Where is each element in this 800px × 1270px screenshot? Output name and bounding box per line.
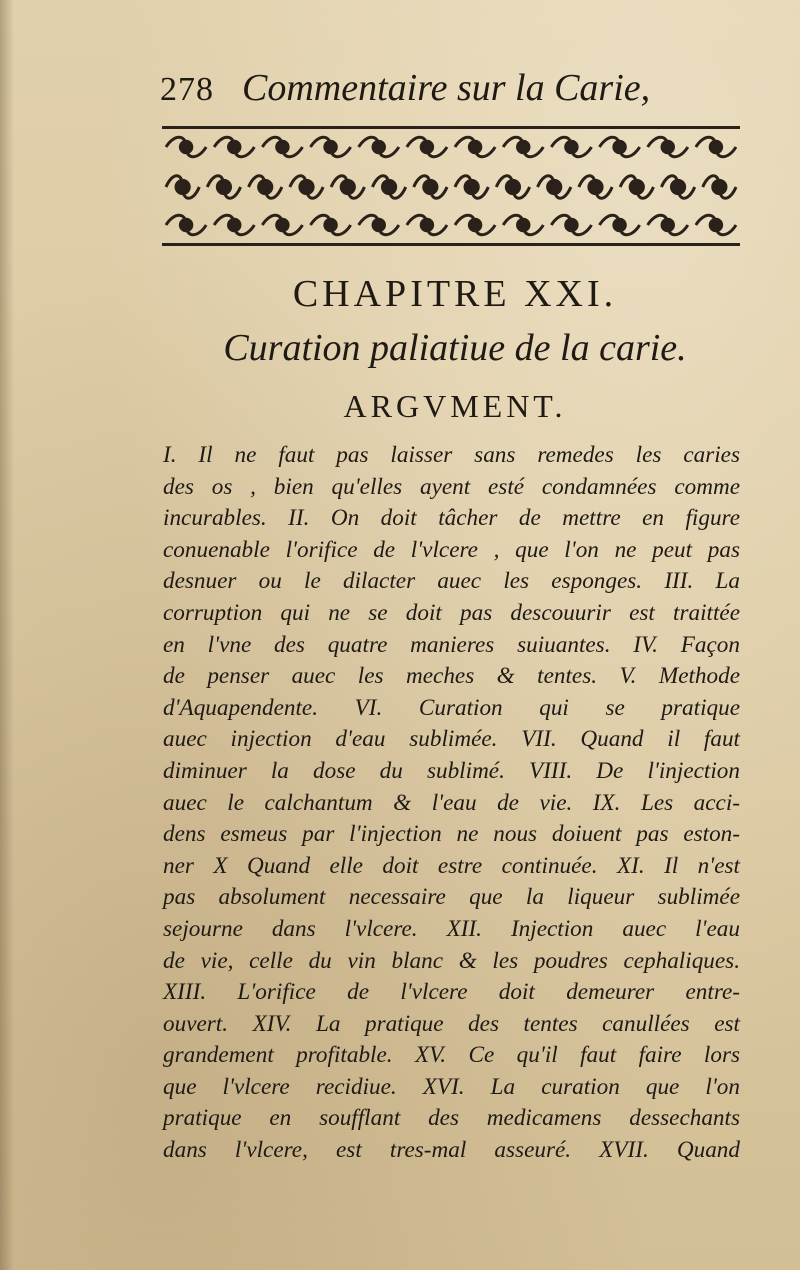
text-line: de penser auec les meches & tentes. V. Methode — [163, 663, 740, 690]
text-line: diminuer la dose du sublimé. VIII. De l'injection — [163, 757, 740, 784]
text-line: d'Aquapendente. VI. Curation qui se pratique — [163, 694, 740, 721]
text-line: desnuer ou le dilacter auec les esponges. III. La — [163, 568, 740, 595]
running-title: Commentaire sur la Carie, — [242, 67, 651, 109]
text-line: sejourne dans l'vlcere. XII. Injection auec l'eau — [163, 915, 740, 942]
text-line: grandement profitable. XV. Ce qu'il faut faire lors — [163, 1042, 740, 1069]
text-line: ouvert. XIV. La pratique des tentes canullées est — [163, 1010, 740, 1037]
text-line: auec le calchantum & l'eau de vie. IX. Les acci- — [163, 789, 740, 816]
text-line: des os , bien qu'elles ayent esté condamnées comme — [163, 473, 740, 500]
argument-label: ARGVMENT. — [343, 388, 567, 424]
text-line: dans l'vlcere, est tres-mal asseuré. XVII. Quand — [163, 1137, 740, 1164]
argument-text — [163, 440, 740, 1167]
running-head — [160, 66, 750, 116]
text-line: XIII. L'orifice de l'vlcere doit demeurer entre- — [163, 979, 740, 1006]
chapter-heading: CHAPITRE XXI. — [292, 273, 618, 315]
printers-ornament-band — [162, 122, 740, 250]
text-line: que l'vlcere recidiue. XVI. La curation que l'on — [163, 1073, 740, 1100]
chapter-subtitle: Curation paliatiue de la carie. — [223, 327, 687, 369]
text-line: en l'vne des quatre manieres suiuantes. IV. Façon — [163, 631, 740, 658]
text-line: conuenable l'orifice de l'vlcere , que l'on ne peut pas — [163, 536, 740, 563]
text-line: pratique en soufflant des medicamens dessechants — [163, 1105, 740, 1132]
text-line: corruption qui ne se doit pas descouurir est traittée — [163, 599, 740, 626]
text-line: I. Il ne faut pas laisser sans remedes les caries — [163, 442, 740, 468]
text-line: dens esmeus par l'injection ne nous doiuent pas eston- — [163, 821, 740, 848]
text-line: de vie, celle du vin blanc & les poudres cephaliques. — [163, 947, 740, 974]
text-line: auec injection d'eau sublimée. VII. Quand il faut — [163, 726, 740, 753]
page-number: 278 — [160, 71, 214, 108]
text-line: pas absolument necessaire que la liqueur sublimée — [163, 884, 740, 911]
text-line: ner X Quand elle doit estre continuée. XI. Il n'est — [163, 852, 740, 879]
text-line: incurables. II. On doit tâcher de mettre en figure — [163, 505, 740, 532]
